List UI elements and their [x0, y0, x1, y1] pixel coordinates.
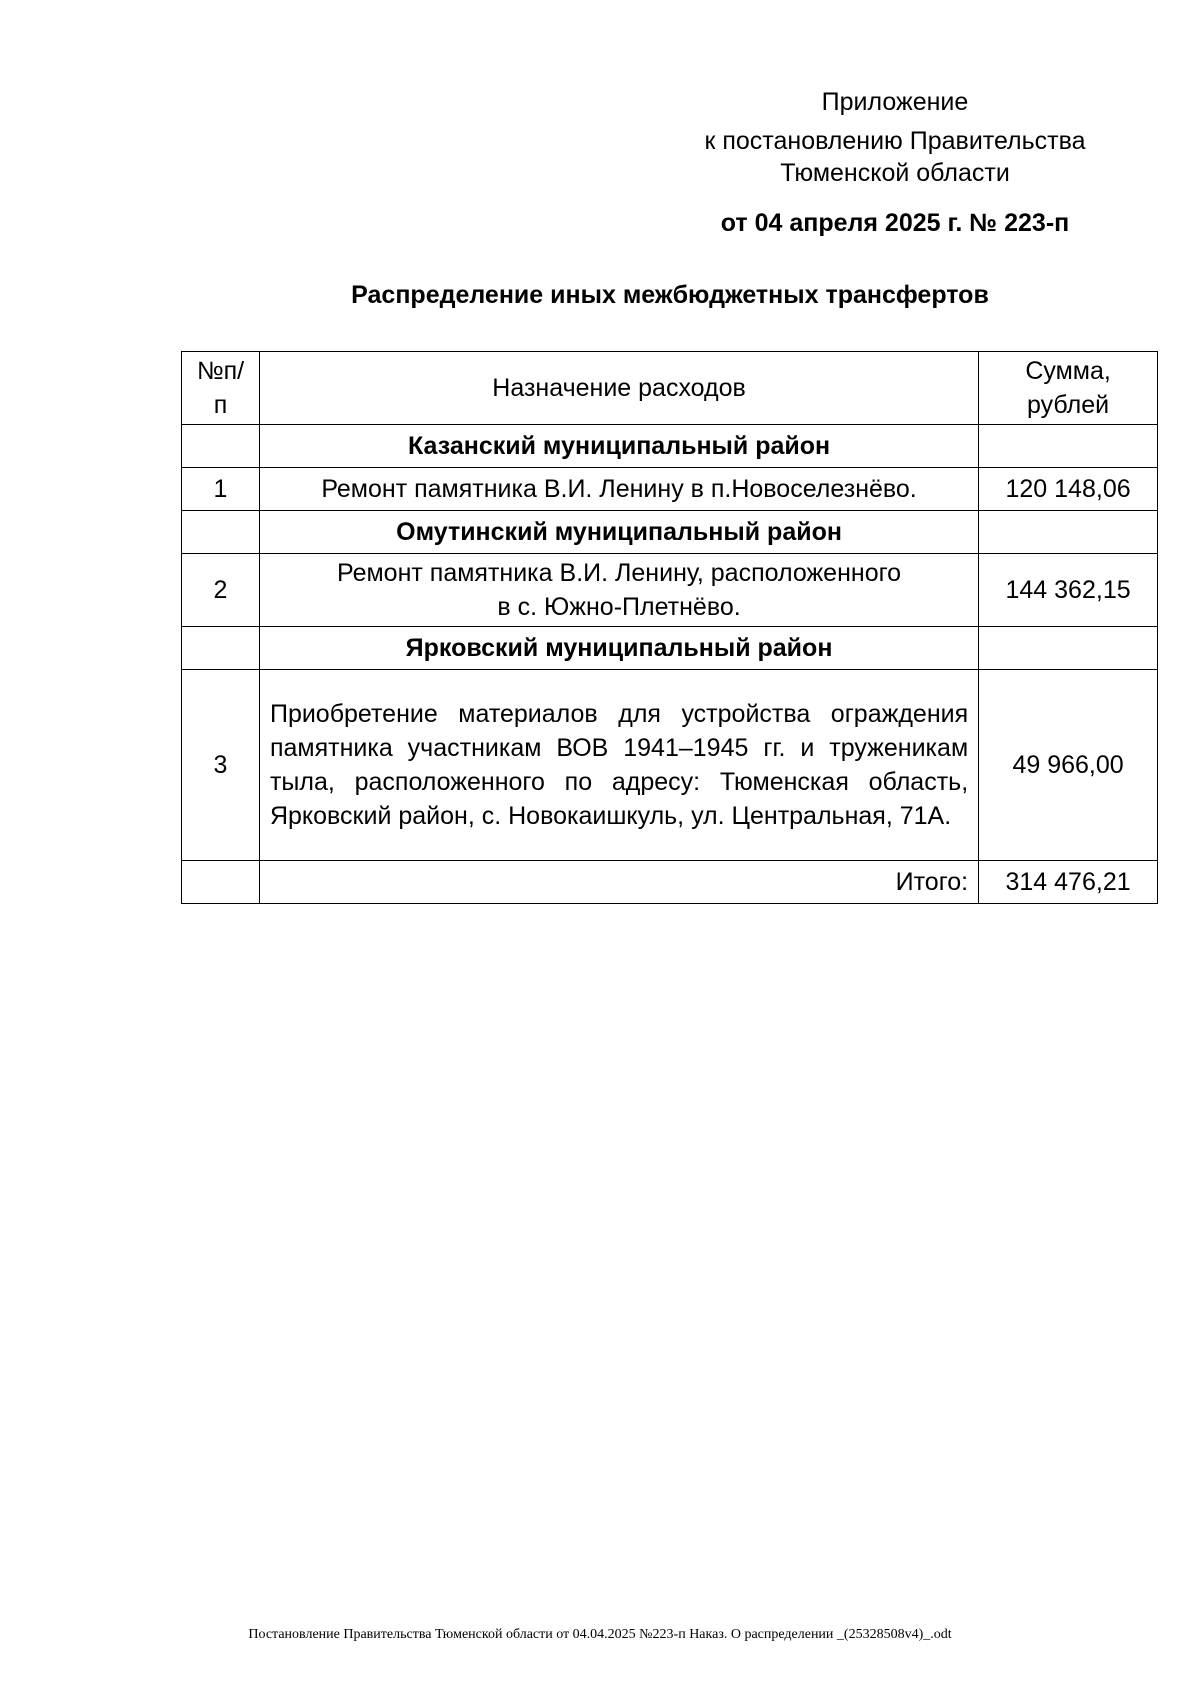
transfers-table	[181, 351, 1158, 904]
appendix-region: Тюменской области	[780, 159, 1010, 187]
table-row	[182, 468, 1158, 511]
empty-cell	[979, 511, 1158, 554]
district-name: Омутинский муниципальный район	[259, 511, 978, 554]
empty-cell	[979, 627, 1158, 670]
district-row	[182, 627, 1158, 670]
document-title: Распределение иных межбюджетных трансфертов	[351, 281, 989, 309]
district-row	[182, 425, 1158, 468]
appendix-label: Приложение	[821, 88, 969, 116]
district-name: Ярковский муниципальный район	[259, 627, 978, 670]
appendix-header	[660, 86, 1130, 239]
table-row	[182, 554, 1158, 627]
row-number: 1	[182, 468, 260, 511]
total-label: Итого:	[259, 861, 978, 904]
empty-cell	[979, 425, 1158, 468]
row-amount: 49 966,00	[979, 670, 1158, 861]
empty-cell	[182, 861, 260, 904]
table-header-row	[182, 352, 1158, 425]
header-amount: Сумма, рублей	[979, 352, 1158, 425]
row-number: 2	[182, 554, 260, 627]
empty-cell	[182, 425, 260, 468]
empty-cell	[182, 511, 260, 554]
empty-cell	[182, 627, 260, 670]
total-amount: 314 476,21	[979, 861, 1158, 904]
page-footer: Постановление Правительства Тюменской области от 04.04.2025 №223-п Наказ. О распределении _(25328508v4)_.odt	[248, 1627, 952, 1642]
total-row	[182, 861, 1158, 904]
district-row	[182, 511, 1158, 554]
row-amount: 120 148,06	[979, 468, 1158, 511]
row-purpose: Приобретение материалов для устройства ограждения памятника участникам ВОВ 1941–1945 гг. и труженикам тыла, расположенного по адресу: Тюменская область, Ярковский район, с. Новокаишкуль, ул. Центральная, 71А.	[259, 670, 978, 861]
header-purpose: Назначение расходов	[259, 352, 978, 425]
district-name: Казанский муниципальный район	[259, 425, 978, 468]
row-number: 3	[182, 670, 260, 861]
appendix-resolution-ref: к постановлению Правительства	[704, 127, 1086, 155]
table-row	[182, 670, 1158, 861]
row-purpose: Ремонт памятника В.И. Ленину, расположенного в с. Южно-Плетнёво.	[259, 554, 978, 627]
header-number: №п/п	[182, 352, 260, 425]
appendix-date-number: от 04 апреля 2025 г. № 223-п	[720, 209, 1070, 237]
row-amount: 144 362,15	[979, 554, 1158, 627]
row-purpose: Ремонт памятника В.И. Ленину в п.Новоселезнёво.	[259, 468, 978, 511]
